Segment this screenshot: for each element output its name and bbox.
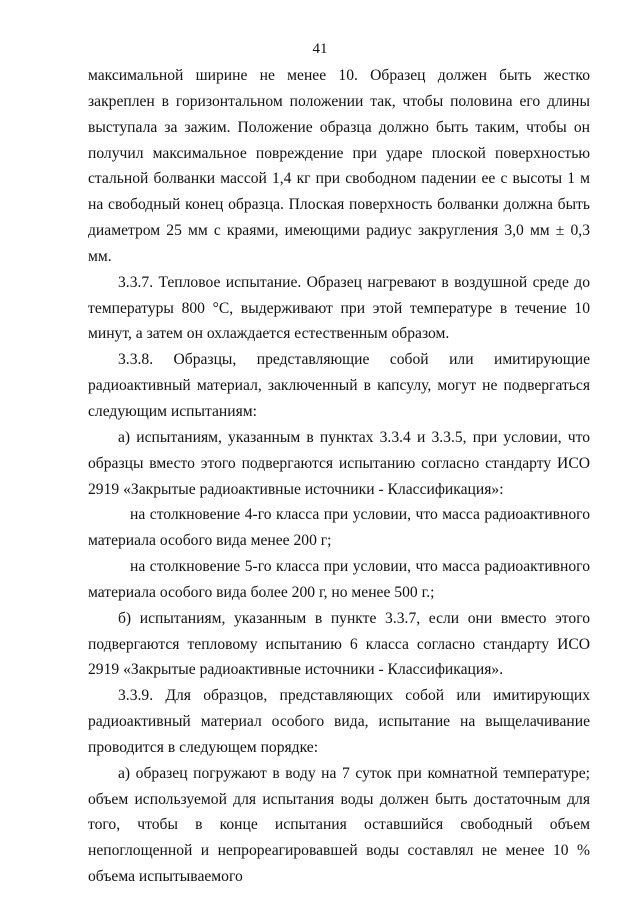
paragraph-continuation: максимальной ширине не менее 10. Образец должен быть жестко закреплен в горизонтальном положении так, чтобы половина его длины выступала за зажим. Положение образца должно быть таким, чтобы он получил максимальное повреждение при ударе плоской поверхностью стальной болванки массой 1,4 кг при свободном падении ее с высоты 1 м на свободный конец образца. Плоская поверхность болванки должна быть диаметром 25 мм с краями, имеющими радиус закругления 3,0 мм ± 0,3 мм.	[88, 67, 590, 265]
paragraph-3-3-8-a: а) испытаниям, указанным в пунктах 3.3.4 и 3.3.5, при условии, что образцы вместо этого подвергаются испытанию согласно стандарту ИСО 2919 «Закрытые радиоактивные источники - Классификация»:	[88, 428, 590, 498]
paragraph-3-3-8-b: б) испытаниям, указанным в пункте 3.3.7, если они вместо этого подвергаются тепловому испытанию 6 класса согласно стандарту ИСО 2919 «Закрытые радиоактивные источники - Классификация».	[88, 609, 590, 679]
paragraph-class-4-impact: на столкновение 4-го класса при условии, что масса радиоактивного материала особого вида менее 200 г;	[88, 506, 590, 550]
paragraph-class-5-impact: на столкновение 5-го класса при условии, что масса радиоактивного материала особого вида более 200 г, но менее 500 г.;	[88, 558, 590, 601]
paragraph-3-3-8: 3.3.8. Образцы, представляющие собой или имитирующие радиоактивный материал, заключенный в капсулу, могут не подвергаться следующим испытаниям:	[88, 351, 590, 420]
paragraph-3-3-9-a: а) образец погружают в воду на 7 суток при комнатной температуре; объем используемой для испытания воды должен быть достаточным для того, чтобы в конце испытания оставшийся свободный объем непоглощенной и непрореагировавшей воды составлял не менее 10 % объема испытываемого	[88, 764, 590, 886]
paragraph-3-3-7: 3.3.7. Тепловое испытание. Образец нагревают в воздушной среде до температуры 800 °С, выдерживают при этой температуре в течение 10 минут, а затем он охлаждается естественным образом.	[88, 273, 590, 343]
document-body	[88, 63, 590, 890]
page-number: 41	[312, 41, 328, 57]
paragraph-3-3-9: 3.3.9. Для образцов, представляющих собой или имитирующих радиоактивный материал особого вида, испытание на выщелачивание проводится в следующем порядке:	[88, 687, 590, 756]
